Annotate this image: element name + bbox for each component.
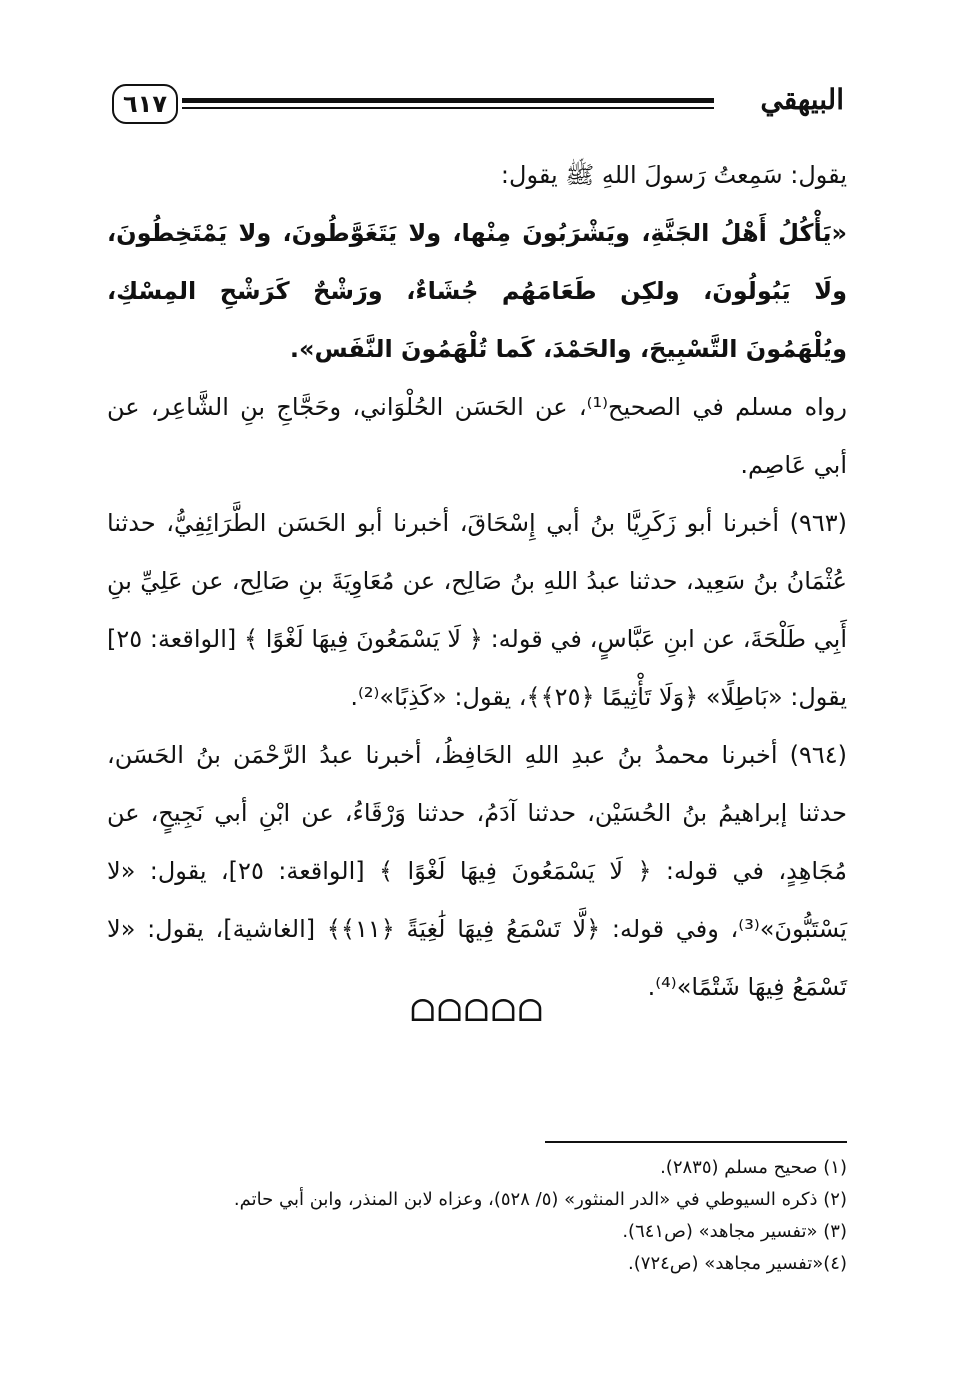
footnote-4: (٤)«تفسير مجاهد» (ص٧٢٤). xyxy=(628,1253,847,1274)
header-rule xyxy=(182,98,714,103)
paragraph-takhrij: رواه مسلم في الصحيح⁽¹⁾، عن الحَسَن الحُلْوَاني، وحَجَّاجِ بنِ الشَّاعِر، عن أبي عَاصِم. xyxy=(107,393,847,479)
running-header xyxy=(112,80,844,128)
footnote-1: (١) صحيح مسلم (٢٨٣٥). xyxy=(660,1157,847,1178)
footnote-2: (٢) ذكره السيوطي في «الدر المنثور» (٥/ ٥٢٨)، وعزاه لابن المنذر، وابن أبي حاتم. xyxy=(233,1189,847,1210)
header-rule-thin xyxy=(182,107,714,109)
running-title: البيهقي xyxy=(760,83,844,116)
paragraph-hadith: «يَأْكُلُ أَهْلُ الجَنَّةِ، ويَشْرَبُونَ مِنْها، ولا يَتَغَوَّطُونَ، ولا يَمْتَخِطُونَ، ولَا يَبُولُونَ، ولكِن طَعَامَهُم جُشَاءٌ، ورَشْحٌ كَرَشْحِ المِسْكِ، ويُلْهَمُونَ التَّسْبِيحَ، والحَمْدَ، كَما تُلْهَمُونَ النَّفَس». xyxy=(107,219,847,363)
section-separator: ᗝᗝᗝᗝᗝ xyxy=(410,994,545,1029)
footnote-rule xyxy=(545,1141,847,1143)
page-number: ٦١٧ xyxy=(112,84,178,124)
footnotes xyxy=(107,1152,847,1280)
paragraph-intro: يقول: سَمِعتُ رَسولَ اللهِ ﷺ يقول: xyxy=(500,161,847,189)
paragraph-964: (٩٦٤) أخبرنا محمدُ بنُ عبدِ اللهِ الحَافِظُ، أخبرنا عبدُ الرَّحْمَن بنُ الحَسَن، حدثنا إبراهيمُ بنُ الحُسَيْن، حدثنا آدَمُ، حدثنا وَرْقَاءُ، عن ابْنِ أبي نَجِيحٍ، عن مُجَاهِدٍ، في قوله: ﴿ لَا يَسْمَعُونَ فِيهَا لَغْوًا ﴾ [الواقعة: ٢٥]، يقول: «لا يَسْتَبُّونَ»⁽³⁾، وفي قوله: ﴿لَّا تَسْمَعُ فِيهَا لَٰغِيَةً ﴿١١﴾﴾ [الغاشية]، يقول: «لا تَسْمَعُ فِيهَا شَتْمًا»⁽⁴⁾. xyxy=(107,741,848,1001)
footnote-3: (٣) «تفسير مجاهد» (ص٦٤١). xyxy=(622,1221,847,1242)
paragraph-963: (٩٦٣) أخبرنا أبو زَكَرِيَّا بنُ أبي إِسْحَاقَ، أخبرنا أبو الحَسَن الطَّرَائِفِيُّ، حدثنا عُثْمَانُ بنُ سَعِيد، حدثنا عبدُ اللهِ بنُ صَالِح، عن مُعَاوِيَةَ بنِ صَالِح، عن عَلِيِّ بنِ أَبِي طَلْحَةَ، عن ابنِ عَبَّاسٍ، في قوله: ﴿ لَا يَسْمَعُونَ فِيهَا لَغْوًا ﴾ [الواقعة: ٢٥] يقول: «بَاطِلًا» ﴿وَلَا تَأْثِيمًا ﴿٢٥﴾﴾، يقول: «كَذِبًا»⁽²⁾. xyxy=(107,509,847,711)
main-text xyxy=(107,146,847,1016)
